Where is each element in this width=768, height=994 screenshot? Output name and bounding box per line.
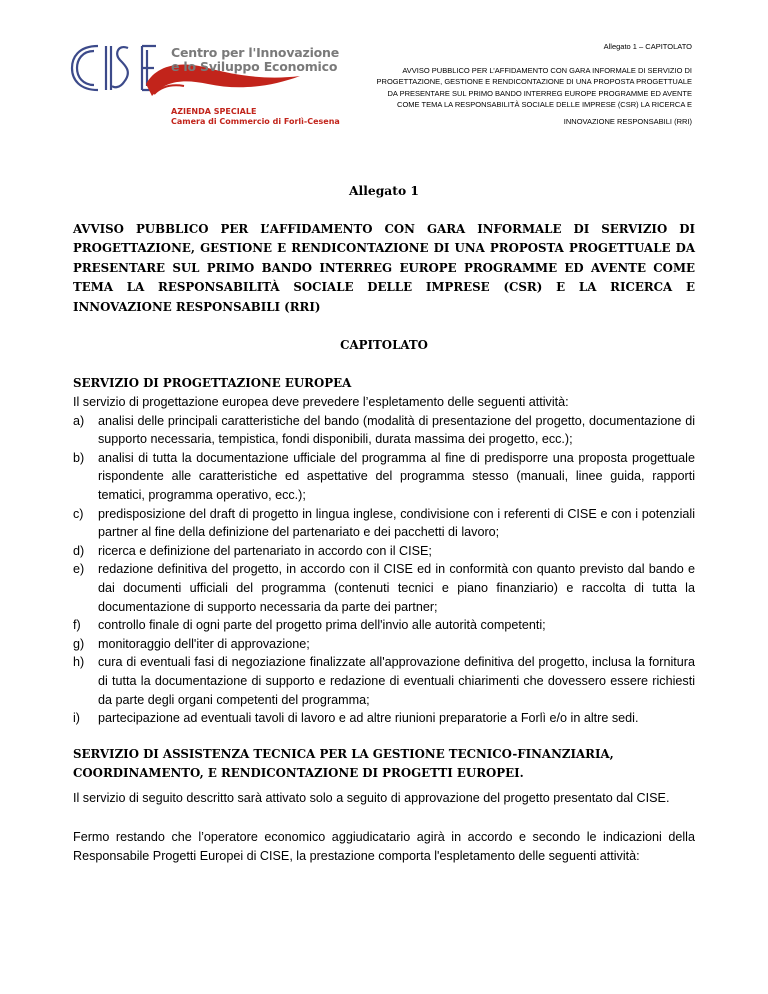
cise-logo	[68, 38, 340, 128]
list-item-text: analisi delle principali caratteristiche del bando (modalità di presentazione del progetto, documentazione di supporto necessaria, tempistica, fondi disponibili, durata massima dei progetto, ecc.);	[98, 413, 695, 447]
section-heading-assistenza: SERVIZIO DI ASSISTENZA TECNICA PER LA GESTIONE TECNICO-FINANZIARIA, COORDINAMENTO, E RENDICONTAZIONE DI PROGETTI EUROPEI.	[73, 746, 614, 780]
running-header	[300, 41, 692, 128]
logo-subtitle-1: AZIENDA SPECIALE	[171, 107, 257, 116]
list-marker: a)	[73, 413, 85, 428]
list-item	[73, 616, 695, 635]
list-item-text: cura di eventuali fasi di negoziazione finalizzate all'approvazione definitiva del progetto, inclusa la fornitura di tutta la documentazione di supporto e redazione di eventuali chiarimenti che dovessero essere richiesti da parte degli organi competenti del programma;	[98, 655, 695, 707]
header-label: Allegato 1 – CAPITOLATO	[603, 42, 692, 51]
list-marker: h)	[73, 655, 85, 670]
section-paragraph: Il servizio di seguito descritto sarà attivato solo a seguito di approvazione del progetto presentato dal CISE.	[73, 790, 670, 805]
capitolato-heading: CAPITOLATO	[340, 338, 428, 353]
list-item	[73, 412, 695, 449]
list-marker: i)	[73, 711, 80, 726]
list-marker: d)	[73, 543, 85, 558]
header-line: COME TEMA LA RESPONSABILITÀ SOCIALE DELLE IMPRESE (CSR) LA RICERCA E	[397, 100, 692, 110]
list-item-text: redazione definitiva del progetto, in accordo con il CISE ed in conformità con quanto previsto dal bando e dai documenti ufficiali del programma (contenuti tecnici e piano finanziario) e raccolta di tutta la documentazione di supporto necessaria da parte dei partner;	[98, 562, 695, 614]
list-marker: b)	[73, 450, 85, 465]
list-item	[73, 709, 695, 728]
list-item-text: monitoraggio dell'iter di approvazione;	[98, 636, 310, 651]
list-item	[73, 635, 695, 654]
activity-list	[73, 412, 695, 728]
list-item	[73, 505, 695, 542]
list-marker: e)	[73, 562, 85, 577]
logo-title-line-2: e lo Sviluppo Economico	[171, 59, 338, 74]
list-item-text: predisposizione del draft di progetto in lingua inglese, condivisione con i referenti di CISE e con i potenziali partner al fine della definizione del partenariato e dei pacchetti di lavoro;	[98, 506, 695, 540]
list-item-text: controllo finale di ogni parte del progetto prima dell'invio alle autorità competenti;	[98, 618, 546, 633]
allegato-heading: Allegato 1	[349, 183, 419, 198]
list-item-text: analisi di tutta la documentazione ufficiale del programma al fine di predisporre una proposta progettuale rispondente alle caratteristiche ed aspettative del programma stesso (manuali, linee guida, rapporti tematici, programma operativo, ecc.);	[98, 450, 695, 502]
list-item	[73, 542, 695, 561]
document-title: AVVISO PUBBLICO PER L’AFFIDAMENTO CON GARA INFORMALE DI SERVIZIO DI PROGETTAZIONE, GESTIONE E RENDICONTAZIONE DI UNA PROPOSTA PROGETTUALE DA PRESENTARE SUL PRIMO BANDO INTERREG EUROPE PROGRAMME ED AVENTE COME TEMA LA RESPONSABILITÀ SOCIALE DELLE IMPRESE (CSR) E LA RICERCA E INNOVAZIONE RESPONSABILI (RRI)	[73, 222, 695, 314]
list-marker: f)	[73, 618, 81, 633]
list-item-text: ricerca e definizione del partenariato in accordo con il CISE;	[98, 543, 432, 558]
list-marker: g)	[73, 636, 85, 651]
header-line: DA PRESENTARE SUL PRIMO BANDO INTERREG EUROPE PROGRAMME ED AVENTE	[387, 88, 692, 98]
section-heading-progettazione: SERVIZIO DI PROGETTAZIONE EUROPEA	[73, 376, 352, 391]
list-item	[73, 449, 695, 505]
header-line: INNOVAZIONE RESPONSABILI (RRI)	[563, 116, 692, 126]
list-item	[73, 653, 695, 709]
list-item	[73, 560, 695, 616]
list-marker: c)	[73, 506, 84, 521]
document-body	[73, 181, 695, 866]
list-item-text: partecipazione ad eventuali tavoli di lavoro e ad altre riunioni preparatorie a Forlì e/o in altre sedi.	[98, 711, 639, 726]
header-line: PROGETTAZIONE, GESTIONE E RENDICONTAZIONE DI UNA PROPOSTA PROGETTUALE	[376, 77, 692, 87]
logo-subtitle-2: Camera di Commercio di Forlì-Cesena	[171, 117, 340, 126]
header-line: AVVISO PUBBLICO PER L’AFFIDAMENTO CON GARA INFORMALE DI SERVIZIO DI	[402, 65, 692, 75]
section-intro: Il servizio di progettazione europea deve prevedere l’espletamento delle seguenti attività:	[73, 395, 569, 410]
section-paragraph: Fermo restando che l’operatore economico aggiudicatario agirà in accordo e secondo le indicazioni della Responsabile Progetti Europei di CISE, la prestazione comporta l'espletamento delle seguenti attività:	[73, 830, 695, 863]
logo-title-line-1: Centro per l'Innovazione	[171, 45, 340, 60]
header-body	[300, 65, 692, 128]
